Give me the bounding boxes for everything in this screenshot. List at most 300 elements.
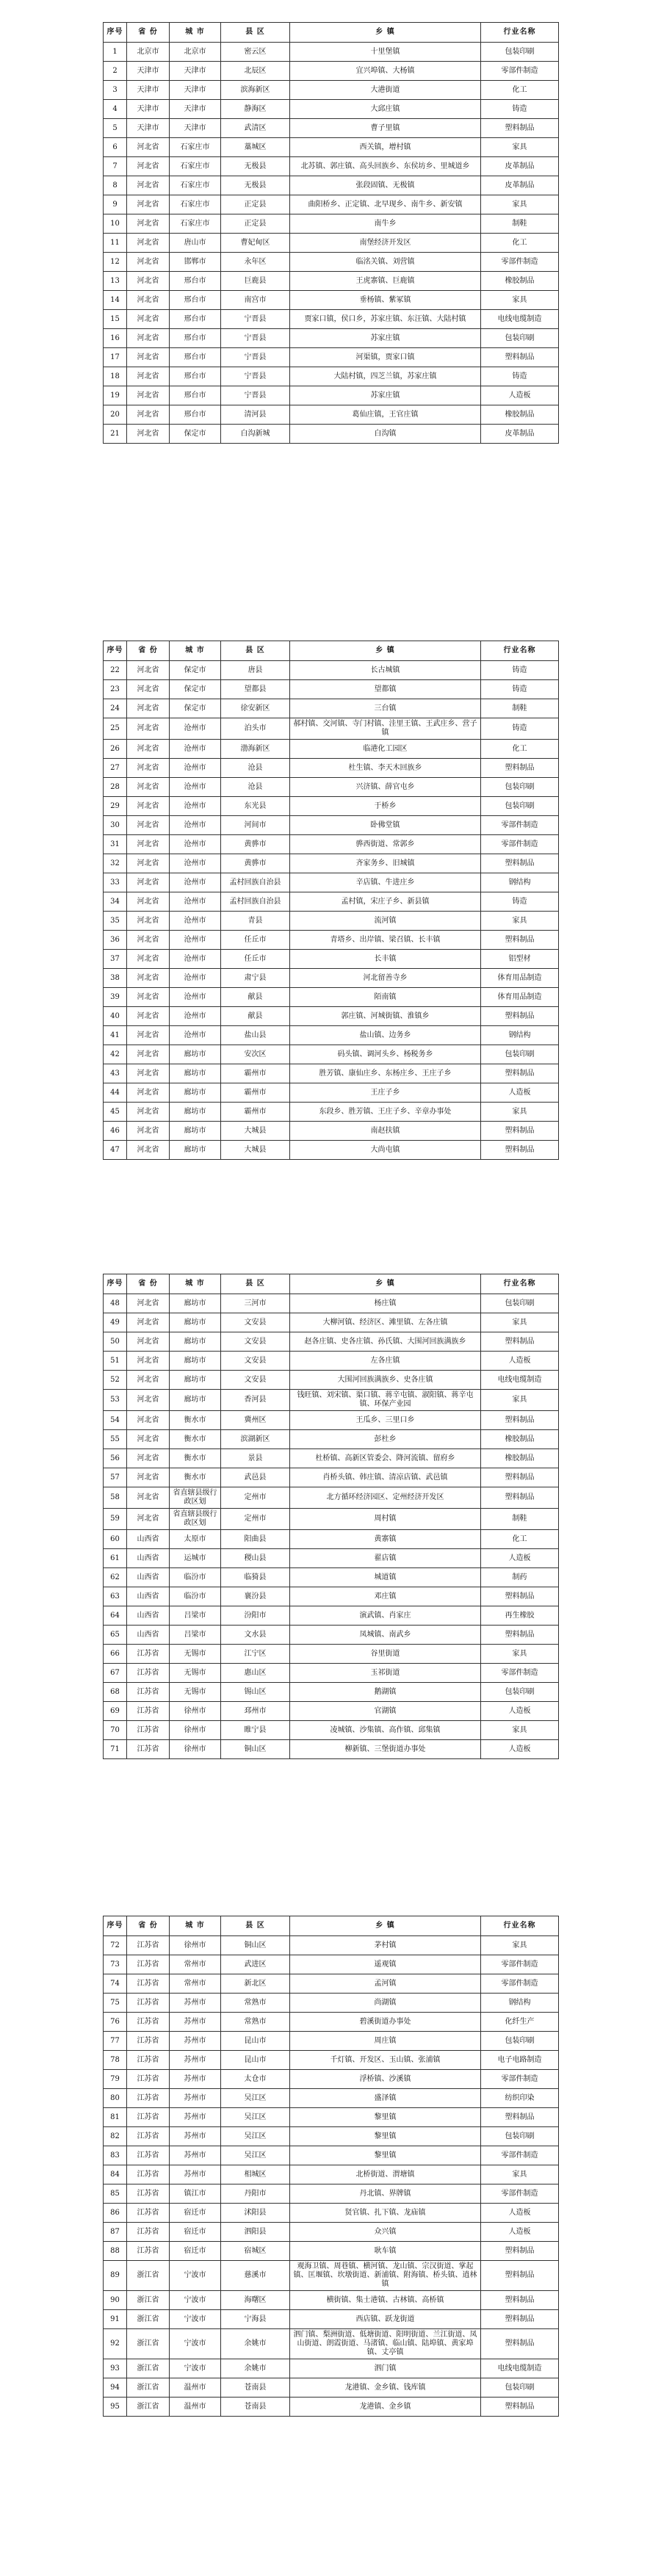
cell-county: 黄骅市: [221, 854, 290, 873]
cell-index: 45: [104, 1103, 127, 1122]
cell-industry: 零部件制造: [481, 62, 559, 81]
cell-industry: 体育用品制造: [481, 969, 559, 988]
cell-industry: 钢结构: [481, 1994, 559, 2013]
cell-industry: 家具: [481, 291, 559, 310]
table-row: [104, 1994, 559, 2013]
cell-city: 宿迁市: [170, 2242, 221, 2261]
cell-index: 89: [104, 2261, 127, 2291]
cell-industry: 制鞋: [481, 699, 559, 718]
table-row: [104, 2146, 559, 2165]
cell-province: 江苏省: [127, 2108, 170, 2127]
cell-county: 望都县: [221, 680, 290, 699]
cell-industry: 包装印刷: [481, 2127, 559, 2146]
cell-county: 河间市: [221, 816, 290, 835]
cell-town: 王庄子乡: [290, 1083, 481, 1103]
cell-city: 苏州市: [170, 2089, 221, 2108]
cell-industry: 橡胶制品: [481, 1430, 559, 1449]
cell-town: 苏家庄镇: [290, 386, 481, 405]
cell-index: 15: [104, 310, 127, 329]
table-page-1: [103, 22, 558, 444]
cell-index: 37: [104, 950, 127, 969]
cell-city: 廊坊市: [170, 1103, 221, 1122]
cell-industry: 化工: [481, 234, 559, 253]
header-city: 城 市: [170, 641, 221, 661]
cell-index: 32: [104, 854, 127, 873]
cell-industry: 体育用品制造: [481, 988, 559, 1007]
cell-city: 温州市: [170, 2398, 221, 2417]
cell-province: 河北省: [127, 759, 170, 778]
cell-county: 沧县: [221, 759, 290, 778]
cell-county: 宁晋县: [221, 367, 290, 386]
cell-city: 沧州市: [170, 950, 221, 969]
cell-province: 河北省: [127, 1487, 170, 1509]
cell-city: 邢台市: [170, 367, 221, 386]
cell-index: 10: [104, 214, 127, 234]
cell-province: 江苏省: [127, 2242, 170, 2261]
cell-industry: 包装印刷: [481, 1294, 559, 1313]
cell-town: 临洺关镇、刘营镇: [290, 253, 481, 272]
cell-province: 江苏省: [127, 1974, 170, 1994]
cell-province: 河北省: [127, 1468, 170, 1487]
cell-industry: 橡胶制品: [481, 1449, 559, 1468]
cell-industry: 人造板: [481, 1083, 559, 1103]
cell-county: 文水县: [221, 1626, 290, 1645]
table-row: [104, 1587, 559, 1606]
table-row: [104, 1103, 559, 1122]
table-row: [104, 1045, 559, 1064]
cell-city: 沧州市: [170, 912, 221, 931]
cell-province: 江苏省: [127, 1702, 170, 1721]
cell-county: 吴江区: [221, 2127, 290, 2146]
cell-industry: 制鞋: [481, 214, 559, 234]
cell-city: 廊坊市: [170, 1294, 221, 1313]
cell-city: 徐州市: [170, 1740, 221, 1759]
table-row: [104, 405, 559, 425]
cell-industry: 钢结构: [481, 873, 559, 892]
cell-city: 沧州市: [170, 988, 221, 1007]
table-row: [104, 1313, 559, 1332]
cell-index: 16: [104, 329, 127, 348]
table-row: [104, 1664, 559, 1683]
table-row: [104, 176, 559, 195]
cell-town: 凌城镇、沙集镇、高作镇、邱集镇: [290, 1721, 481, 1740]
header-index: 序号: [104, 641, 127, 661]
cell-index: 93: [104, 2359, 127, 2378]
cell-town: 郭庄镇、河城街镇、淮镇乡: [290, 1007, 481, 1026]
cell-index: 58: [104, 1487, 127, 1509]
cell-town: 齐家务乡、旧城镇: [290, 854, 481, 873]
cell-city: 石家庄市: [170, 214, 221, 234]
table-row: [104, 1974, 559, 1994]
cell-province: 河北省: [127, 1294, 170, 1313]
cell-county: 霸州市: [221, 1083, 290, 1103]
table-row: [104, 43, 559, 62]
table-row: [104, 2242, 559, 2261]
cell-town: 茅村镇: [290, 1936, 481, 1955]
cell-town: 临港化工园区: [290, 740, 481, 759]
cell-industry: 橡胶制品: [481, 405, 559, 425]
cell-industry: 制鞋: [481, 1509, 559, 1530]
cell-city: 运城市: [170, 1549, 221, 1568]
cell-index: 50: [104, 1332, 127, 1352]
cell-county: 无极县: [221, 157, 290, 176]
cell-town: 盛泽镇: [290, 2089, 481, 2108]
cell-county: 藁城区: [221, 138, 290, 157]
cell-city: 北京市: [170, 43, 221, 62]
cell-industry: 家具: [481, 1936, 559, 1955]
cell-town: 宜兴埠镇、大杨镇: [290, 62, 481, 81]
cell-county: 丹阳市: [221, 2184, 290, 2204]
cell-city: 保定市: [170, 699, 221, 718]
cell-industry: 化纤生产: [481, 2013, 559, 2032]
table-row: [104, 138, 559, 157]
cell-industry: 人造板: [481, 386, 559, 405]
cell-industry: 零部件制造: [481, 253, 559, 272]
cell-city: 苏州市: [170, 2108, 221, 2127]
cell-province: 江苏省: [127, 1936, 170, 1955]
cell-city: 沧州市: [170, 718, 221, 740]
cell-index: 19: [104, 386, 127, 405]
cell-city: 衡水市: [170, 1430, 221, 1449]
cell-county: 江宁区: [221, 1645, 290, 1664]
cell-industry: 家具: [481, 912, 559, 931]
cell-county: 曹妃甸区: [221, 234, 290, 253]
cell-town: 左各庄镇: [290, 1352, 481, 1371]
cell-town: 河北留善寺乡: [290, 969, 481, 988]
cell-city: 苏州市: [170, 2070, 221, 2089]
cell-index: 42: [104, 1045, 127, 1064]
cell-county: 沭阳县: [221, 2204, 290, 2223]
cell-index: 28: [104, 778, 127, 797]
cell-province: 江苏省: [127, 1955, 170, 1974]
industry-table-4: [103, 1916, 559, 2417]
cell-city: 天津市: [170, 100, 221, 119]
cell-province: 浙江省: [127, 2359, 170, 2378]
cell-county: 东光县: [221, 797, 290, 816]
cell-city: 衡水市: [170, 1411, 221, 1430]
cell-province: 江苏省: [127, 2127, 170, 2146]
cell-town: 官湖镇: [290, 1702, 481, 1721]
table-row: [104, 1740, 559, 1759]
cell-province: 河北省: [127, 740, 170, 759]
table-row: [104, 892, 559, 912]
cell-industry: 铸造: [481, 367, 559, 386]
cell-industry: 铸造: [481, 892, 559, 912]
cell-index: 3: [104, 81, 127, 100]
cell-town: 王瓜乡、三里口乡: [290, 1411, 481, 1430]
cell-province: 河北省: [127, 816, 170, 835]
cell-city: 沧州市: [170, 835, 221, 854]
cell-county: 泊头市: [221, 718, 290, 740]
cell-city: 衡水市: [170, 1468, 221, 1487]
header-industry: 行业名称: [481, 23, 559, 43]
cell-index: 67: [104, 1664, 127, 1683]
header-province: 省 份: [127, 1274, 170, 1294]
cell-county: 三河市: [221, 1294, 290, 1313]
cell-province: 江苏省: [127, 1994, 170, 2013]
cell-index: 68: [104, 1683, 127, 1702]
cell-index: 76: [104, 2013, 127, 2032]
cell-industry: 零部件制造: [481, 1664, 559, 1683]
cell-town: 翟店镇: [290, 1549, 481, 1568]
cell-city: 苏州市: [170, 1994, 221, 2013]
cell-county: 大城县: [221, 1141, 290, 1160]
table-row: [104, 253, 559, 272]
cell-province: 河北省: [127, 234, 170, 253]
cell-city: 镇江市: [170, 2184, 221, 2204]
cell-city: 衡水市: [170, 1449, 221, 1468]
cell-industry: 家具: [481, 1645, 559, 1664]
cell-county: 滨海新区: [221, 81, 290, 100]
header-industry: 行业名称: [481, 1916, 559, 1936]
cell-industry: 铸造: [481, 680, 559, 699]
table-row: [104, 1141, 559, 1160]
cell-industry: 塑料制品: [481, 2291, 559, 2310]
cell-town: 青塔乡、出岸镇、梁召镇、长丰镇: [290, 931, 481, 950]
cell-town: 尚湖镇: [290, 1994, 481, 2013]
cell-county: 永年区: [221, 253, 290, 272]
cell-industry: 塑料制品: [481, 1141, 559, 1160]
cell-index: 84: [104, 2165, 127, 2184]
cell-industry: 制药: [481, 1568, 559, 1587]
cell-town: 大尚屯镇: [290, 1141, 481, 1160]
cell-city: 廊坊市: [170, 1141, 221, 1160]
cell-city: 廊坊市: [170, 1332, 221, 1352]
cell-county: 慈溪市: [221, 2261, 290, 2291]
cell-index: 17: [104, 348, 127, 367]
table-row: [104, 1487, 559, 1509]
cell-index: 77: [104, 2032, 127, 2051]
cell-index: 29: [104, 797, 127, 816]
cell-industry: 塑料制品: [481, 759, 559, 778]
cell-county: 宁晋县: [221, 310, 290, 329]
cell-index: 48: [104, 1294, 127, 1313]
cell-industry: 化工: [481, 740, 559, 759]
cell-index: 39: [104, 988, 127, 1007]
cell-province: 浙江省: [127, 2329, 170, 2359]
cell-index: 85: [104, 2184, 127, 2204]
cell-county: 黄骅市: [221, 835, 290, 854]
cell-index: 88: [104, 2242, 127, 2261]
cell-province: 河北省: [127, 950, 170, 969]
cell-city: 无锡市: [170, 1645, 221, 1664]
header-industry: 行业名称: [481, 641, 559, 661]
cell-town: 鹅湖镇: [290, 1683, 481, 1702]
cell-city: 唐山市: [170, 234, 221, 253]
cell-city: 太原市: [170, 1530, 221, 1549]
cell-town: 白沟镇: [290, 425, 481, 444]
header-town: 乡 镇: [290, 23, 481, 43]
cell-town: 垂杨镇、紫冢镇: [290, 291, 481, 310]
cell-city: 保定市: [170, 661, 221, 680]
cell-city: 天津市: [170, 62, 221, 81]
cell-county: 文安县: [221, 1352, 290, 1371]
cell-province: 天津市: [127, 100, 170, 119]
cell-index: 95: [104, 2398, 127, 2417]
table-row: [104, 1683, 559, 1702]
cell-town: 三台镇: [290, 699, 481, 718]
cell-province: 河北省: [127, 1313, 170, 1332]
cell-town: 横街镇、集士港镇、古林镇、高桥镇: [290, 2291, 481, 2310]
cell-city: 沧州市: [170, 873, 221, 892]
table-body: [104, 1294, 559, 1759]
cell-province: 浙江省: [127, 2261, 170, 2291]
cell-city: 廊坊市: [170, 1064, 221, 1083]
cell-city: 无锡市: [170, 1664, 221, 1683]
cell-town: 浮桥镇、沙溪镇: [290, 2070, 481, 2089]
cell-industry: 零部件制造: [481, 835, 559, 854]
table-row: [104, 2310, 559, 2329]
cell-index: 46: [104, 1122, 127, 1141]
cell-county: 泗阳县: [221, 2223, 290, 2242]
cell-county: 铜山区: [221, 1936, 290, 1955]
cell-province: 河北省: [127, 214, 170, 234]
cell-town: 于桥乡: [290, 797, 481, 816]
cell-town: 丹北镇、界牌镇: [290, 2184, 481, 2204]
cell-industry: 纺织印染: [481, 2089, 559, 2108]
table-row: [104, 1390, 559, 1411]
table-row: [104, 100, 559, 119]
cell-province: 河北省: [127, 348, 170, 367]
table-row: [104, 1449, 559, 1468]
cell-index: 83: [104, 2146, 127, 2165]
cell-city: 沧州市: [170, 740, 221, 759]
cell-county: 苍南县: [221, 2378, 290, 2398]
cell-city: 廊坊市: [170, 1390, 221, 1411]
cell-town: 大柳河镇、经济区、滩里镇、左各庄镇: [290, 1313, 481, 1332]
cell-province: 河北省: [127, 892, 170, 912]
cell-index: 31: [104, 835, 127, 854]
cell-county: 昆山市: [221, 2032, 290, 2051]
cell-town: 长古城镇: [290, 661, 481, 680]
cell-province: 山西省: [127, 1626, 170, 1645]
cell-town: 耿车镇: [290, 2242, 481, 2261]
cell-county: 香河县: [221, 1390, 290, 1411]
cell-province: 江苏省: [127, 2070, 170, 2089]
table-page-4: [103, 1916, 558, 2417]
cell-industry: 塑料制品: [481, 1487, 559, 1509]
cell-county: 孟村回族自治县: [221, 892, 290, 912]
cell-town: 彭杜乡: [290, 1430, 481, 1449]
cell-county: 无极县: [221, 176, 290, 195]
cell-industry: 化工: [481, 1530, 559, 1549]
cell-industry: 包装印刷: [481, 797, 559, 816]
cell-index: 4: [104, 100, 127, 119]
cell-city: 苏州市: [170, 2165, 221, 2184]
table-row: [104, 1007, 559, 1026]
cell-county: 宁晋县: [221, 348, 290, 367]
cell-city: 廊坊市: [170, 1122, 221, 1141]
table-row: [104, 2184, 559, 2204]
cell-province: 河北省: [127, 873, 170, 892]
cell-city: 常州市: [170, 1974, 221, 1994]
cell-city: 邢台市: [170, 348, 221, 367]
cell-index: 33: [104, 873, 127, 892]
cell-index: 73: [104, 1955, 127, 1974]
cell-town: 曹子里镇: [290, 119, 481, 138]
cell-city: 临汾市: [170, 1568, 221, 1587]
cell-city: 邯郸市: [170, 253, 221, 272]
cell-index: 43: [104, 1064, 127, 1083]
cell-city: 苏州市: [170, 2051, 221, 2070]
cell-industry: 塑料制品: [481, 1007, 559, 1026]
table-row: [104, 310, 559, 329]
cell-county: 汾阳市: [221, 1606, 290, 1626]
cell-industry: 电子电路制造: [481, 2051, 559, 2070]
cell-index: 80: [104, 2089, 127, 2108]
table-row: [104, 2051, 559, 2070]
table-row: [104, 797, 559, 816]
cell-industry: 包装印刷: [481, 2378, 559, 2398]
cell-town: 盐山镇、边务乡: [290, 1026, 481, 1045]
cell-city: 吕梁市: [170, 1606, 221, 1626]
cell-county: 任丘市: [221, 950, 290, 969]
cell-industry: 塑料制品: [481, 1122, 559, 1141]
header-index: 序号: [104, 1274, 127, 1294]
cell-index: 62: [104, 1568, 127, 1587]
cell-index: 57: [104, 1468, 127, 1487]
cell-province: 江苏省: [127, 1645, 170, 1664]
cell-city: 邢台市: [170, 386, 221, 405]
table-row: [104, 680, 559, 699]
cell-town: 曲阳桥乡、正定镇、北早现乡、南牛乡、新安镇: [290, 195, 481, 214]
cell-index: 47: [104, 1141, 127, 1160]
cell-county: 肃宁县: [221, 969, 290, 988]
table-row: [104, 950, 559, 969]
cell-industry: 塑料制品: [481, 2329, 559, 2359]
cell-province: 江苏省: [127, 1740, 170, 1759]
table-row: [104, 2359, 559, 2378]
cell-province: 河北省: [127, 253, 170, 272]
cell-province: 天津市: [127, 62, 170, 81]
cell-town: 黄寨镇: [290, 1530, 481, 1549]
cell-city: 宁波市: [170, 2310, 221, 2329]
table-row: [104, 988, 559, 1007]
cell-industry: 人造板: [481, 1740, 559, 1759]
cell-town: 泗门镇、梨洲街道、低塘街道、阳明街道、兰江街道、凤山街道、朗霞街道、马渚镇、临山镇、陆埠镇、黄家埠镇、丈亭镇: [290, 2329, 481, 2359]
cell-county: 冀州区: [221, 1411, 290, 1430]
cell-index: 25: [104, 718, 127, 740]
cell-county: 青县: [221, 912, 290, 931]
table-row: [104, 2378, 559, 2398]
table-row: [104, 348, 559, 367]
cell-province: 江苏省: [127, 2165, 170, 2184]
table-row: [104, 1702, 559, 1721]
table-row: [104, 386, 559, 405]
table-row: [104, 2204, 559, 2223]
cell-county: 献县: [221, 1007, 290, 1026]
table-row: [104, 2127, 559, 2146]
cell-industry: 皮革制品: [481, 176, 559, 195]
cell-town: 杜生镇、李天木回族乡: [290, 759, 481, 778]
cell-town: 兴济镇、薛官屯乡: [290, 778, 481, 797]
cell-city: 邢台市: [170, 291, 221, 310]
cell-province: 河北省: [127, 291, 170, 310]
table-body: [104, 43, 559, 444]
cell-town: 孟河镇: [290, 1974, 481, 1994]
table-row: [104, 2223, 559, 2242]
cell-province: 河北省: [127, 138, 170, 157]
cell-industry: 铸造: [481, 100, 559, 119]
cell-county: 铜山区: [221, 1740, 290, 1759]
cell-province: 河北省: [127, 195, 170, 214]
cell-county: 清河县: [221, 405, 290, 425]
cell-city: 沧州市: [170, 1007, 221, 1026]
cell-province: 山西省: [127, 1587, 170, 1606]
cell-town: 十里堡镇: [290, 43, 481, 62]
cell-town: 西关镇，增村镇: [290, 138, 481, 157]
cell-town: 肖桥头镇、韩庄镇、清凉店镇、武邑镇: [290, 1468, 481, 1487]
